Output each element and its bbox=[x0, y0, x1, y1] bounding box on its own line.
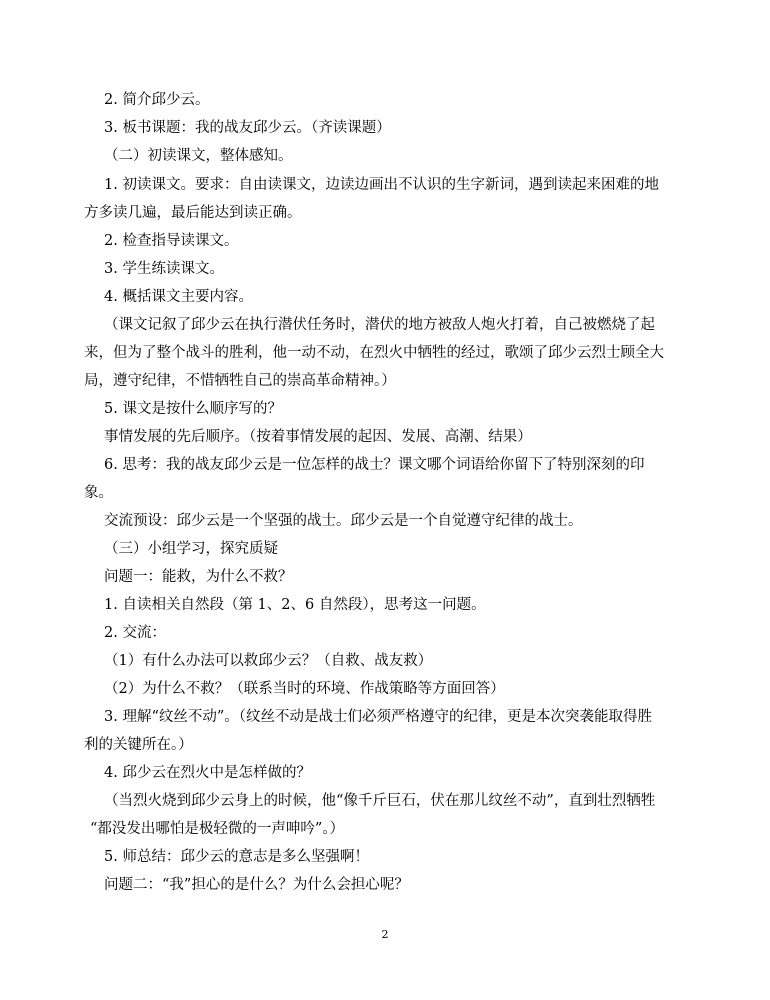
text-line: 3. 学生练读课文。 bbox=[104, 261, 224, 277]
text-line: 交流预设：邱少云是一个坚强的战士。邱少云是一个自觉遵守纪律的战士。 bbox=[104, 513, 583, 529]
text-line: 象。 bbox=[84, 485, 113, 501]
text-line: 5. 课文是按什么顺序写的？ bbox=[104, 401, 282, 417]
text-line: 局，遵守纪律，不惜牺牲自己的崇高革命精神。） bbox=[84, 373, 396, 389]
text-line: 4. 概括课文主要内容。 bbox=[104, 289, 253, 305]
text-line: “都没发出哪怕是极轻微的一声呻吟”。） bbox=[90, 821, 345, 837]
text-line: 6. 思考：我的战友邱少云是一位怎样的战士？课文哪个词语给你留下了特别深刻的印 bbox=[104, 457, 645, 473]
text-line: （1）有什么办法可以救邱少云？（自救、战友救） bbox=[104, 653, 433, 669]
text-line: （当烈火烧到邱少云身上的时候，他“像千斤巨石，伏在那儿纹丝不动”，直到壮烈牺牲 bbox=[104, 793, 656, 809]
text-line: 利的关键所在。） bbox=[84, 737, 193, 753]
text-line: 2. 检查指导读课文。 bbox=[104, 233, 239, 249]
section-heading: （二）初读课文，整体感知。 bbox=[104, 148, 293, 164]
text-line: （课文记叙了邱少云在执行潜伏任务时，潜伏的地方被敌人炮火打着，自己被燃烧了起 bbox=[104, 317, 655, 333]
text-line: 2. 交流： bbox=[104, 625, 166, 641]
text-line: 1. 初读课文。要求：自由读课文，边读边画出不认识的生字新词，遇到读起来困难的地 bbox=[104, 177, 659, 193]
section-heading: （三）小组学习，探究质疑 bbox=[104, 541, 278, 557]
text-line: 问题一：能救，为什么不救？ bbox=[104, 569, 293, 585]
text-line: 事情发展的先后顺序。（按着事情发展的起因、发展、高潮、结果） bbox=[104, 429, 532, 445]
text-line: 3. 板书课题：我的战友邱少云。（齐读课题） bbox=[104, 120, 391, 136]
text-line: 方多读几遍，最后能达到读正确。 bbox=[84, 205, 302, 221]
text-line: 3. 理解“纹丝不动”。（纹丝不动是战士们必须严格遵守的纪律，更是本次突袭能取得胜 bbox=[104, 709, 653, 725]
text-line: 问题二：“我”担心的是什么？为什么会担心呢？ bbox=[104, 877, 409, 893]
text-line: 5. 师总结：邱少云的意志是多么坚强啊！ bbox=[104, 849, 369, 865]
text-line: 来，但为了整个战斗的胜利，他一动不动，在烈火中牺牲的经过，歌颂了邱少云烈士顾全大 bbox=[84, 345, 664, 361]
page-number: 2 bbox=[381, 928, 389, 941]
text-line: （2）为什么不救？（联系当时的环境、作战策略等方面回答） bbox=[104, 681, 505, 697]
text-line: 2. 简介邱少云。 bbox=[104, 92, 210, 108]
text-line: 1. 自读相关自然段（第 1、2、6 自然段），思考这一问题。 bbox=[104, 597, 486, 613]
text-line: 4. 邱少云在烈火中是怎样做的？ bbox=[104, 765, 311, 781]
